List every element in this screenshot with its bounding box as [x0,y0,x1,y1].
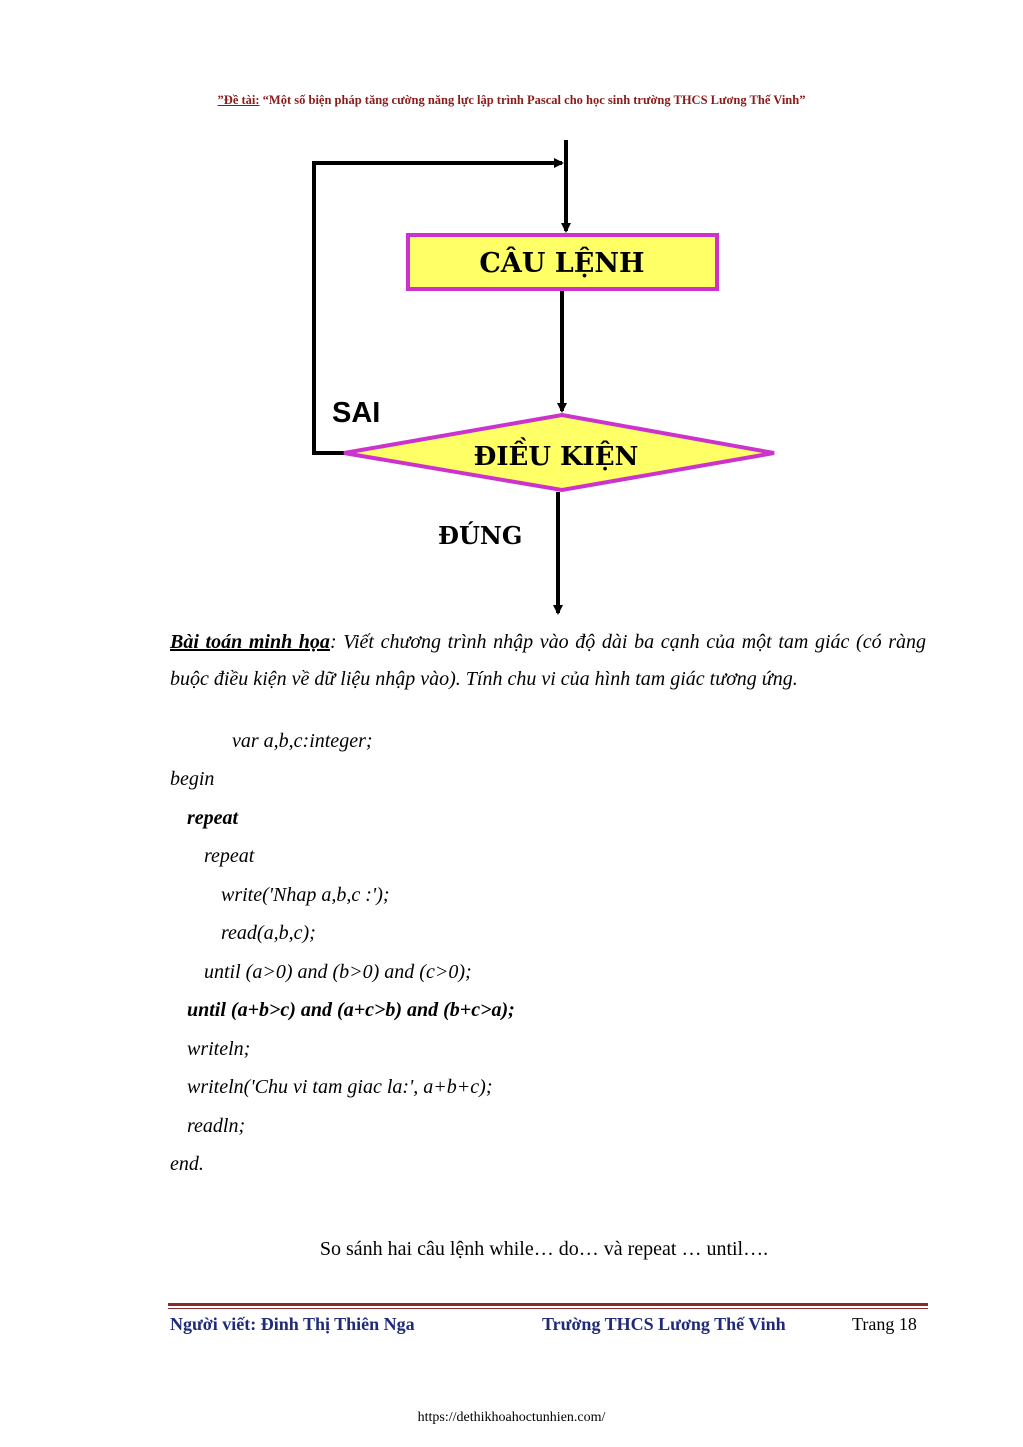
code-line: writeln('Chu vi tam giac la:', a+b+c); [187,1076,493,1098]
code-line: until (a>0) and (b>0) and (c>0); [204,961,472,983]
false-label: SAI [332,397,381,429]
code-line: write('Nhap a,b,c :'); [221,884,390,906]
code-line: end. [170,1153,204,1175]
document-header [0,93,1023,108]
header-title: “Một số biện pháp tăng cường năng lực lập trình Pascal cho học sinh trường THCS Lương Thế Vinh” [262,93,806,107]
code-line: read(a,b,c); [221,922,316,944]
source-url[interactable]: https://dethikhoahoctunhien.com/ [417,1410,606,1425]
code-line: repeat [187,807,239,829]
header-label: ”Đề tài: [217,93,260,107]
problem-title: Bài toán minh họa [170,631,330,653]
footer-rule-thick [168,1303,928,1306]
page-number: Trang 18 [852,1314,917,1334]
statement-label: CÂU LỆNH [479,248,645,279]
problem-text: : Viết chương trình nhập vào độ dài ba cạnh của một tam giác (có ràng buộc điều kiện về dữ liệu nhập vào). Tính chu vi của hình tam giác tương ứng. [170,631,926,690]
code-line: readln; [187,1115,246,1137]
repeat-until-flowchart [300,135,800,625]
footer-school: Trường THCS Lương Thế Vinh [542,1314,786,1334]
comparison-prompt: So sánh hai câu lệnh while… do… và repeat … until…. [319,1238,769,1260]
code-line: begin [170,768,215,790]
footer-rule-thin [168,1308,928,1309]
code-line: repeat [204,845,255,867]
true-label: ĐÚNG [438,521,523,550]
code-line: until (a+b>c) and (a+c>b) and (b+c>a); [187,999,515,1021]
code-line: var a,b,c:integer; [232,730,373,752]
footer-author: Người viết: Đinh Thị Thiên Nga [170,1314,415,1334]
condition-label: ĐIỀU KIỆN [473,442,639,472]
code-line: writeln; [187,1038,251,1060]
problem-statement [170,624,926,698]
